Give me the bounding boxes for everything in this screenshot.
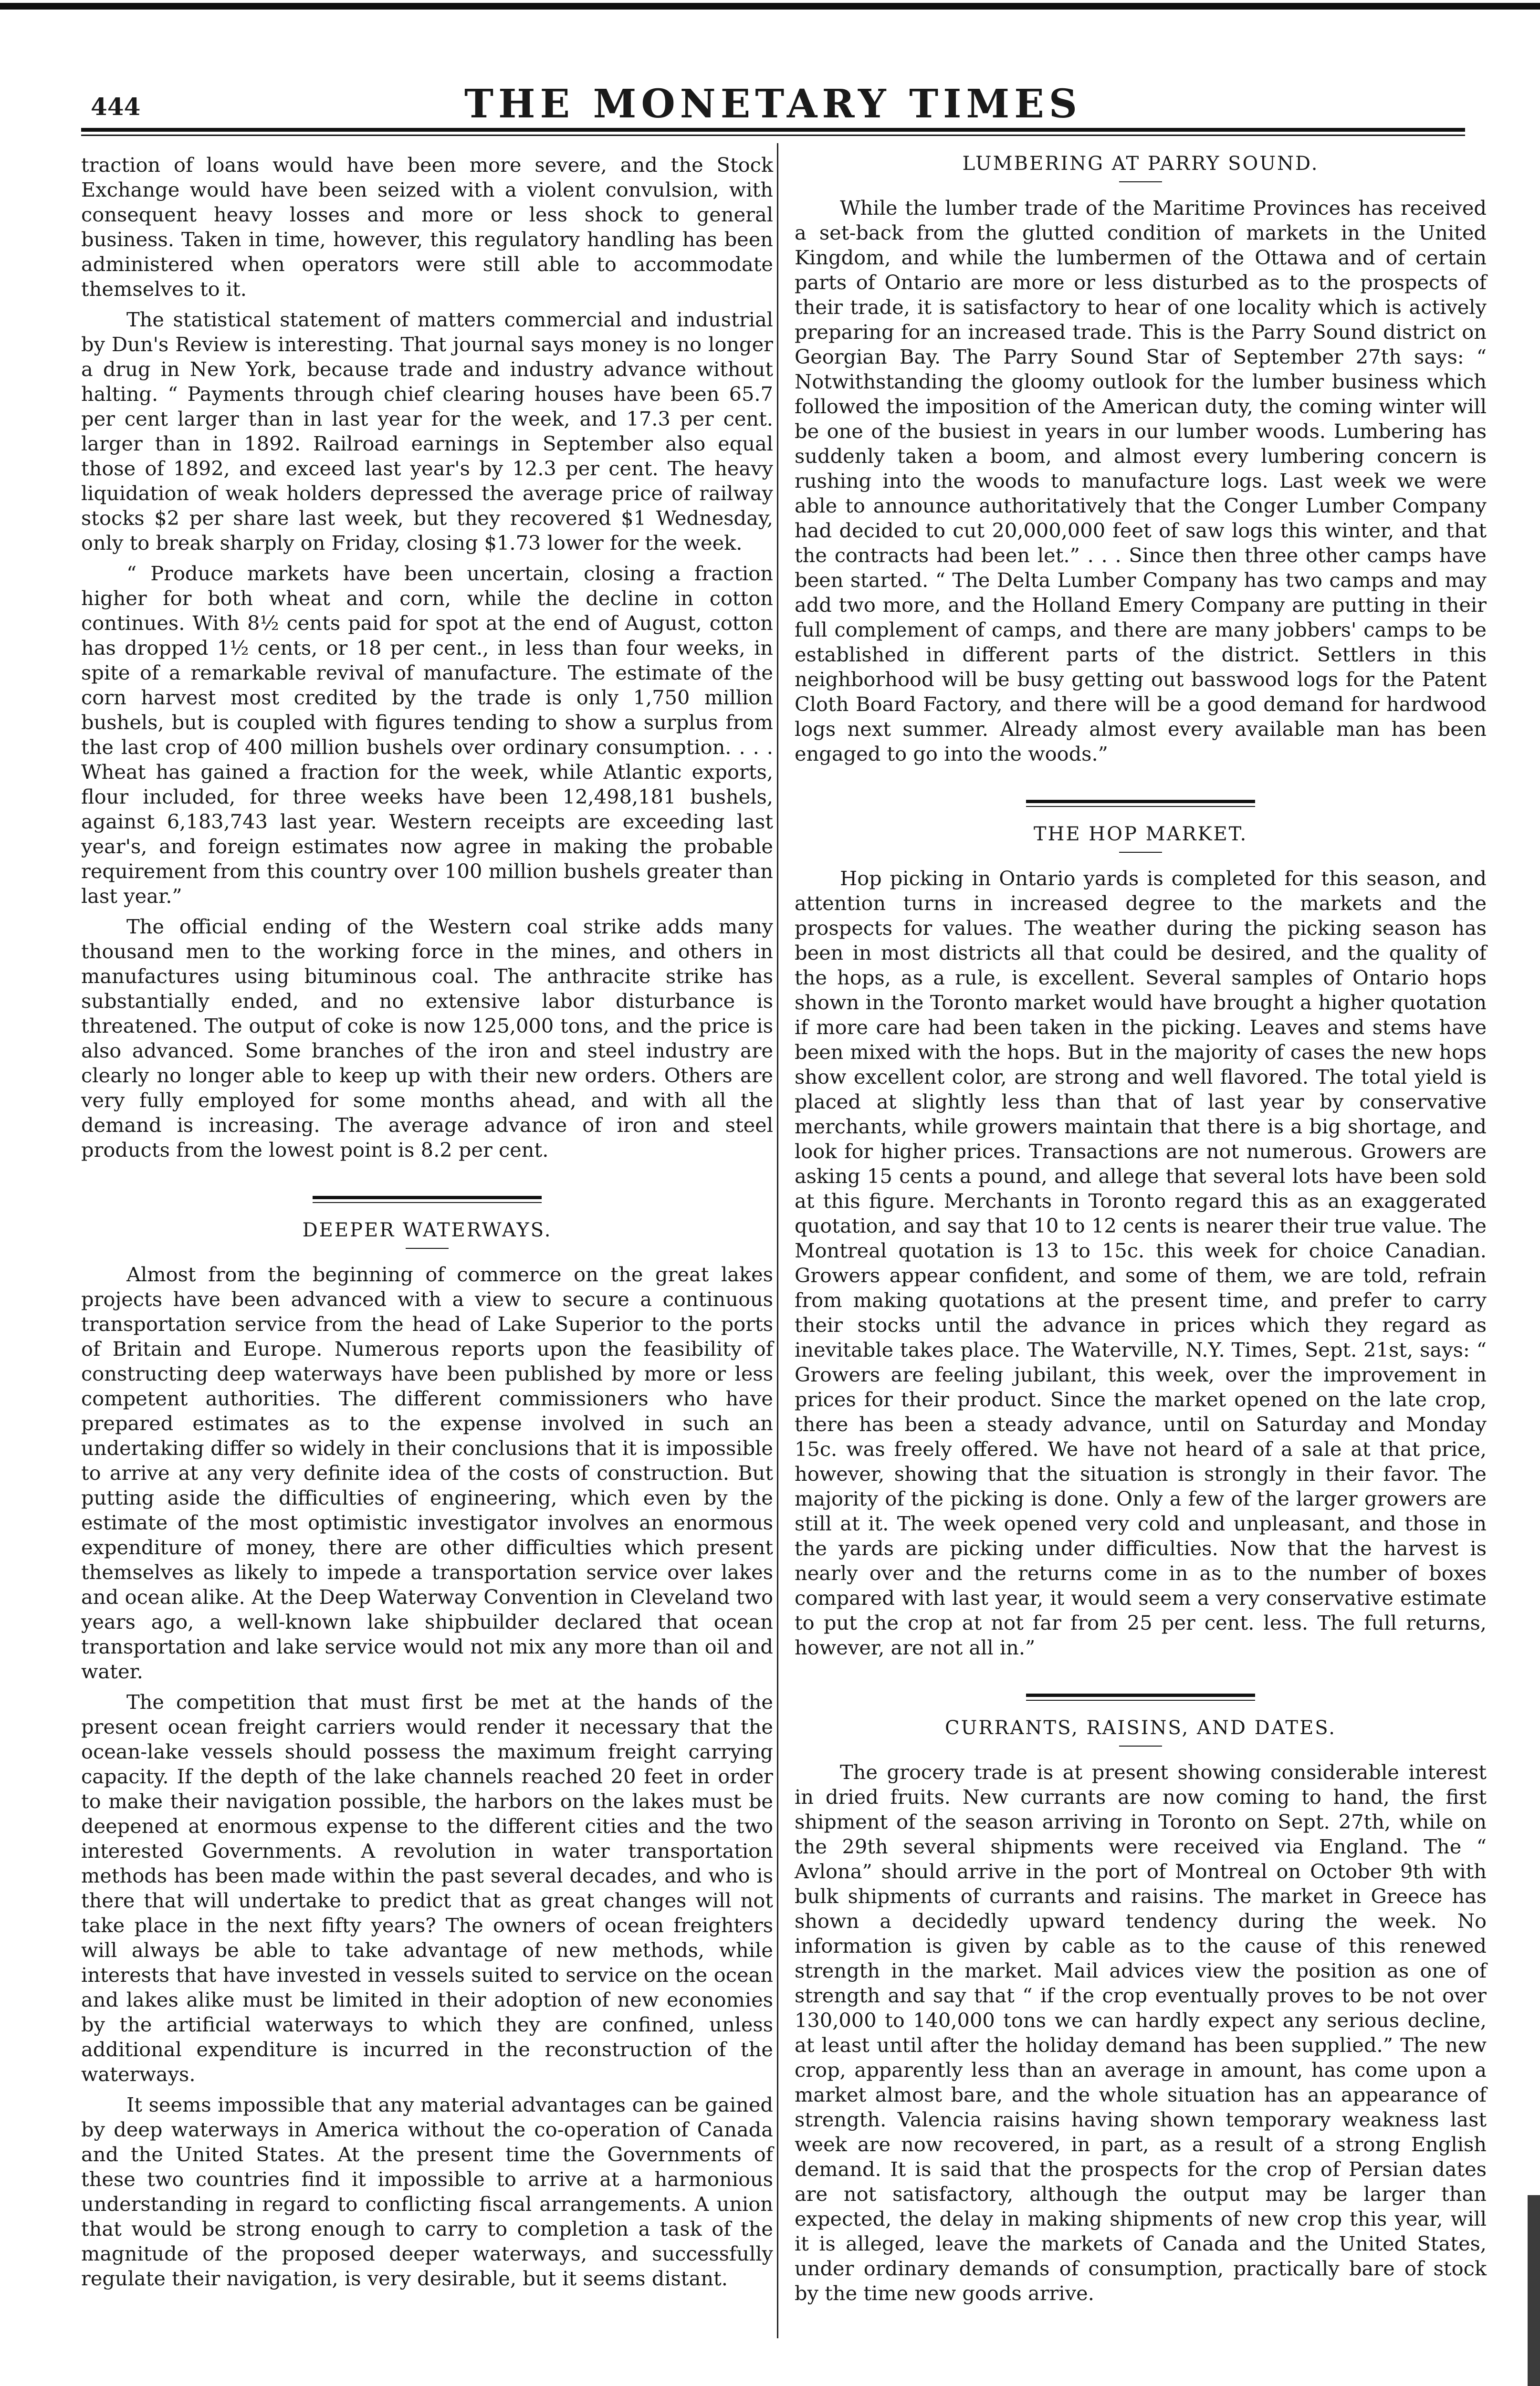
section-separator-thin	[1026, 806, 1255, 807]
left-column	[81, 153, 773, 2297]
section-title-lumbering: LUMBERING AT PARRY SOUND.	[962, 153, 1319, 175]
section-title-currants: CURRANTS, RAISINS, AND DATES.	[945, 1717, 1336, 1739]
title-underline	[1119, 852, 1162, 853]
article-paragraph: traction of loans would have been more severe, and the Stock Exchange would have been seized with a violent convulsion, with consequent heavy losses and more or less shock to general business. Taken in time, however, this regulatory handling has been administered when operators were still able to accommodate themselves to it.	[81, 153, 773, 301]
column-divider	[777, 143, 778, 2338]
section-separator	[313, 1196, 542, 1199]
section-separator-thin	[313, 1202, 542, 1203]
article-paragraph: The competition that must first be met at the hands of the present ocean freight carriers would render it necessary that the ocean-lake vessels should possess the maximum freight carrying capacity. If the depth of the lake channels reached 20 feet in order to make their navigation possible, the harbors on the lakes must be deepened at enormous expense to the different cities and the two interested Governments. A revolution in water transportation methods has been made within the past several decades, and who is there that will undertake to predict that as great changes will not take place in the next fifty years? The owners of ocean freighters will always be able to take advantage of new methods, while interests that have invested in vessels suited to service on the ocean and lakes alike must be limited in their adoption of new economies by the artificial waterways to which they are confined, unless additional expenditure is incurred in the reconstruction of the waterways.	[81, 1690, 773, 2086]
article-paragraph: The statistical statement of matters commercial and industrial by Dun's Review is interesting. That journal says money is no longer a drug in New York, because trade and industry advance without halting. “ Payments through chief clearing houses have been 65.7 per cent larger than in last year for the week, and 17.3 per cent. larger than in 1892. Railroad earnings in September also equal those of 1892, and exceed last year's by 12.3 per cent. The heavy liquidation of weak holders depressed the average price of railway stocks $2 per share last week, but they recovered $1 Wednesday, only to break sharply on Friday, closing $1.73 lower for the week.	[81, 308, 773, 555]
article-paragraph: While the lumber trade of the Maritime Provinces has received a set-back from the glutted condition of markets in the United Kingdom, and while the lumbermen of the Ottawa and of certain parts of Ontario are more or less disturbed as to the prospects of their trade, it is satisfactory to hear of one locality which is actively preparing for an increased trade. This is the Parry Sound district on Georgian Bay. The Parry Sound Star of September 27th says: “ Notwithstanding the gloomy outlook for the lumber business which followed the imposition of the American duty, the coming winter will be one of the busiest in years in our lumber woods. Lumbering has suddenly taken a boom, and almost every lumbering concern is rushing into the woods to manufacture logs. Last week we were able to announce authoritatively that the Conger Lumber Company had decided to cut 20,000,000 feet of saw logs this winter, and that the contracts had been let.” . . . Since then three other camps have been started. “ The Delta Lumber Company has two camps and may add two more, and the Holland Emery Company are putting in their full complement of camps, and there are many jobbers' camps to be established in different parts of the district. Settlers in this neighborhood will be busy getting out basswood logs for the Patent Cloth Board Factory, and there will be a good demand for hardwood logs next summer. Already almost every available man has been engaged to go into the woods.”	[795, 196, 1487, 765]
title-underline	[1119, 181, 1162, 182]
section-separator-thin	[1026, 1700, 1255, 1701]
article-paragraph: Almost from the beginning of commerce on the great lakes projects have been advanced with a view to secure a continuous transportation service from the head of Lake Superior to the ports of Britain and Europe. Numerous reports upon the feasibility of constructing deep waterways have been published by more or less competent authorities. The different commissioners who have prepared estimates as to the expense involved in such an undertaking differ so widely in their conclusions that it is impossible to arrive at any very definite idea of the costs of construction. But putting aside the difficulties of engineering, which even by the estimate of the most optimistic investigator involves an enormous expenditure of money, there are other difficulties which present themselves as likely to impede a transportation service over lakes and ocean alike. At the Deep Waterway Convention in Cleveland two years ago, a well-known lake shipbuilder declared that ocean transportation and lake service would not mix any more than oil and water.	[81, 1263, 773, 1683]
section-title-hop-market: THE HOP MARKET.	[1033, 823, 1248, 845]
page-header	[81, 72, 1465, 143]
section-separator	[1026, 800, 1255, 803]
right-column	[795, 153, 1487, 2312]
article-paragraph: The grocery trade is at present showing considerable interest in dried fruits. New currants are now coming to hand, the first shipment of the season arriving in Toronto on Sept. 27th, while on the 29th several shipments were received via England. The “ Avlona” should arrive in the port of Montreal on October 9th with bulk shipments of currants and raisins. The market in Greece has shown a decidedly upward tendency during the week. No information is given by cable as to the cause of this renewed strength in the market. Mail advices view the position as one of strength and say that “ if the crop eventually proves to be not over 130,000 to 140,000 tons we can hardly expect any serious decline, at least until after the holiday demand has been supplied.” The new crop, apparently less than an average in amount, has come upon a market almost bare, and the whole situation has an appearance of strength. Valencia raisins having shown temporary weakness last week are now recovered, in part, as a result of a strong English demand. It is said that the prospects for the crop of Persian dates are not satisfactory, although the output may be larger than expected, the delay in making shipments of new crop this year, will it is alleged, leave the markets of Canada and the United States, under ordinary demands of consumption, practically bare of stock by the time new goods arrive.	[795, 1760, 1487, 2305]
scan-edge-shadow	[1528, 2195, 1540, 2386]
article-paragraph: Hop picking in Ontario yards is completed for this season, and attention turns in increased degree to the markets and the prospects for values. The weather during the picking season has been in most districts all that could be desired, and the quality of the hops, as a rule, is excellent. Several samples of Ontario hops shown in the Toronto market would have brought a higher quotation if more care had been taken in the picking. Leaves and stems have been mixed with the hops. But in the majority of cases the new hops show excellent color, are strong and well flavored. The total yield is placed at slightly less than that of last year by conservative merchants, while growers maintain that there is a big shortage, and look for higher prices. Transactions are not numerous. Growers are asking 15 cents a pound, and allege that several lots have been sold at this figure. Merchants in Toronto regard this as an exaggerated quotation, and say that 10 to 12 cents is nearer their true value. The Montreal quotation is 13 to 15c. this week for choice Canadian. Growers appear confident, and some of them, we are told, refrain from making quotations at the present time, and prefer to carry their stocks until the advance in prices which they regard as inevitable takes place. The Waterville, N.Y. Times, Sept. 21st, says: “ Growers are feeling jubilant, this week, over the improvement in prices for their product. Since the market opened on the late crop, there has been a steady advance, until on Saturday and Monday 15c. was freely offered. We have not heard of a sale at that price, however, showing that the situation is strongly in their favor. The majority of the picking is done. Only a few of the larger growers are still at it. The week opened very cold and unpleasant, and those in the yards are picking under difficulties. Now that the harvest is nearly over and the returns come in as to the number of boxes compared with last year, it would seem a very conservative estimate to put the crop at not far from 25 per cent. less. The full returns, however, are not all in.”	[795, 867, 1487, 1659]
page-number: 444	[91, 93, 141, 121]
section-separator	[1026, 1694, 1255, 1697]
title-underline	[406, 1248, 449, 1249]
title-underline	[1119, 1746, 1162, 1747]
header-rule-thin	[81, 135, 1465, 136]
page-top-rule	[0, 3, 1540, 10]
article-paragraph: “ Produce markets have been uncertain, closing a fraction higher for both wheat and corn, while the decline in cotton continues. With 8½ cents paid for spot at the end of August, cotton has dropped 1½ cents, or 18 per cent., in less than four weeks, in spite of a remarkable revival of manufacture. The estimate of the corn harvest most credited by the trade is only 1,750 million bushels, but is coupled with figures tending to show a surplus from the last crop of 400 million bushels over ordinary consumption. . . . Wheat has gained a fraction for the week, while Atlantic exports, flour included, for three weeks have been 12,498,181 bushels, against 6,183,743 last year. Western receipts are exceeding last year's, and foreign estimates now agree in making the probable requirement from this country over 100 million bushels greater than last year.”	[81, 562, 773, 908]
article-paragraph: It seems impossible that any material advantages can be gained by deep waterways in America without the co-operation of Canada and the United States. At the present time the Governments of these two countries find it impossible to arrive at a harmonious understanding in regard to conflicting fiscal arrangements. A union that would be strong enough to carry to completion a task of the magnitude of the proposed deeper waterways, and successfully regulate their navigation, is very desirable, but it seems distant.	[81, 2093, 773, 2290]
publication-title: THE MONETARY TIMES	[464, 81, 1082, 127]
section-title-deeper-waterways: DEEPER WATERWAYS.	[302, 1219, 552, 1241]
article-paragraph: The official ending of the Western coal strike adds many thousand men to the working force in the mines, and others in manufactures using bituminous coal. The anthracite strike has substantially ended, and no extensive labor disturbance is threatened. The output of coke is now 125,000 tons, and the price is also advanced. Some branches of the iron and steel industry are clearly no longer able to keep up with their new orders. Others are very fully employed for some months ahead, and with all the demand is increasing. The average advance of iron and steel products from the lowest point is 8.2 per cent.	[81, 915, 773, 1162]
header-rule	[81, 128, 1465, 132]
